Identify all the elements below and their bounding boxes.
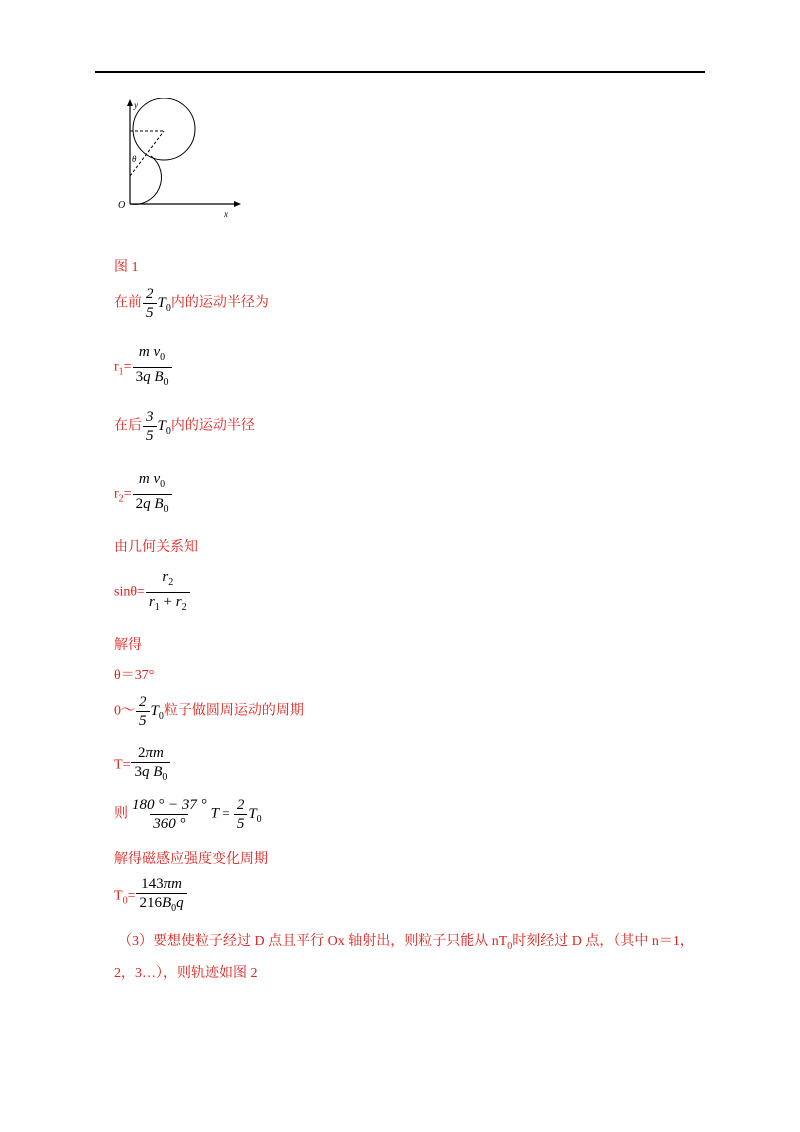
figure-1-diagram (112, 98, 242, 240)
equation-r1: $r_1=$ $\frac{m v_0}{3q B_0}$ (114, 343, 173, 392)
text-pre: 0～ (114, 703, 135, 719)
line-period: 0～ $\frac{2}{5}$ $T_0$粒子做圆周运动的周期 (114, 694, 304, 729)
paragraph-3-line-2: 2，3…），则轨迹如图 2 (114, 966, 258, 981)
r1-sub: 1 (118, 366, 124, 378)
sin-label: sinθ (114, 584, 138, 600)
equation-r2: $r_2=$ $\frac{m v_0}{2q B_0}$ (114, 470, 173, 519)
fraction-mv0-2qB0: $\frac{m v_0}{2q B_0}$ (133, 470, 172, 519)
fraction-mv0-3qB0: $\frac{m v_0}{3q B_0}$ (133, 343, 172, 392)
theta-result: θ＝37° (114, 668, 155, 683)
solve2-text: 解得磁感应强度变化周期 (114, 852, 268, 867)
header-rule (95, 71, 705, 73)
paragraph-3-line-1 (118, 930, 694, 952)
fraction-3-5: $\frac{3}{5}$ (143, 408, 157, 445)
T0-sub: 0 (122, 895, 128, 907)
para3-sub: 0 (507, 940, 513, 952)
equation-T0: $T_0=$ $\frac{143\pi m}{216B_0q}$ (114, 875, 188, 918)
text-post: 内的运动半径 (170, 418, 255, 434)
geometry-text: 由几何关系知 (114, 540, 198, 555)
text-post: 粒子做圆周运动的周期 (163, 703, 304, 719)
text-post: 内的运动半径为 (170, 295, 269, 311)
origin-label: O (118, 200, 126, 211)
equation-T: T= $\frac{2\pi m}{3q B_0}$ (114, 744, 171, 787)
fraction-r2-r1r2: $\frac{r_2}{r_1 + r_2}$ (146, 568, 190, 617)
fraction-angles: $\frac{180 ^\circ - 37 ^\circ}{360 ^\circ}$ (132, 797, 207, 832)
equation-then: 则 $\frac{180 ^\circ - 37 ^\circ}{360 ^\circ}$ T = $\frac{2}{5}$ $T_0$ (114, 797, 262, 832)
angle-label: θ (132, 154, 137, 164)
text-pre: 在后 (114, 418, 142, 434)
fraction-2-5: $\frac{2}{5}$ (136, 693, 150, 730)
para3-text-b: 时刻经过 D 点，（其中 n＝1， (512, 934, 694, 949)
r2-label: r (114, 486, 119, 502)
line-second-period-radius: 在后 $\frac{3}{5}$ $T_0$内的运动半径 (114, 409, 255, 444)
equation-sin-theta: sinθ= $\frac{r_2}{r_1 + r_2}$ (114, 568, 191, 617)
r1-label: r (114, 359, 119, 375)
T0-label: T (114, 888, 123, 904)
axis-y-label: y (134, 100, 138, 110)
solve-text: 解得 (114, 638, 142, 653)
text-pre: 在前 (114, 295, 142, 311)
r2-sub: 2 (118, 493, 124, 505)
figure-caption: 图 1 (114, 260, 139, 275)
fraction-143pim-216B0q: $\frac{143\pi m}{216B_0q}$ (136, 875, 186, 918)
axis-x-label: x (224, 209, 228, 219)
then-label: 则 (114, 806, 128, 822)
fraction-2-5: $\frac{2}{5}$ (143, 285, 157, 322)
T-label: T (114, 757, 123, 773)
line-first-period-radius: 在前 $\frac{2}{5}$ $T_0$内的运动半径为 (114, 286, 269, 321)
fraction-2pim-3qB0: $\frac{2\pi m}{3q B_0}$ (131, 744, 170, 787)
para3-text-a: （3）要想使粒子经过 D 点且平行 Ox 轴射出，则粒子只能从 nT (118, 934, 508, 949)
fraction-2-5: $\frac{2}{5}$ (234, 796, 248, 833)
